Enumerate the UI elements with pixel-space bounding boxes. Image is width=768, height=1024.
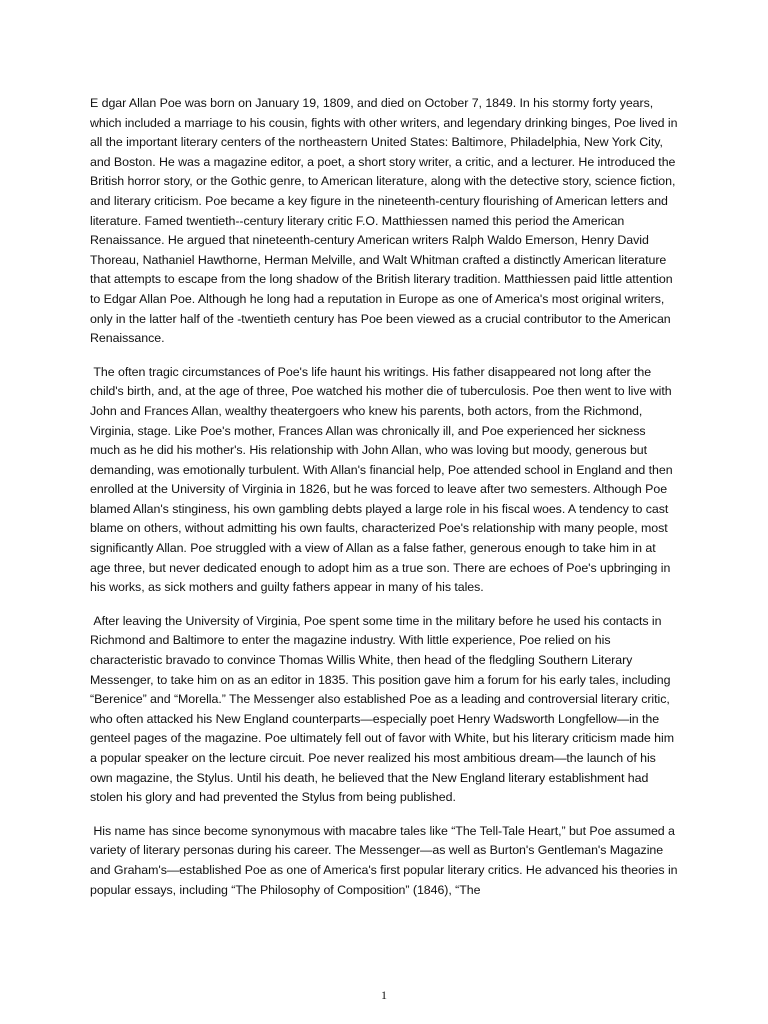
paragraph-3: After leaving the University of Virginia, Poe spent some time in the military before he used his contacts in Richmond and Baltimore to enter the magazine industry. With little experience, Poe relied on his characteristic bravado to convince Thomas Willis White, then head of the fledgling Southern Literary Messenger, to take him on as an editor in 1835. This position gave him a forum for his early tales, including “Berenice” and “Morella.” The Messenger also established Poe as a leading and controversial literary critic, who often attacked his New England counterparts—especially poet Henry Wadsworth Longfellow—in the genteel pages of the magazine. Poe ultimately fell out of favor with White, but his literary criticism made him a popular speaker on the lecture circuit. Poe never realized his most ambitious dream—the launch of his own magazine, the Stylus. Until his death, he believed that the New England literary establishment had stolen his glory and had prevented the Stylus from being published. [90,613,678,805]
paragraph-2: The often tragic circumstances of Poe's life haunt his writings. His father disappeared not long after the child's birth, and, at the age of three, Poe watched his mother die of tuberculosis. Poe then went to live with John and Frances Allan, wealthy theatergoers who knew his parents, both actors, from the Richmond, Virginia, stage. Like Poe's mother, Frances Allan was chronically ill, and Poe experienced her sickness much as he did his mother's. His relationship with John Allan, who was loving but moody, generous but demanding, was emotionally turbulent. With Allan's financial help, Poe attended school in England and then enrolled at the University of Virginia in 1826, but he was forced to leave after two semesters. Although Poe blamed Allan's stinginess, his own gambling debts played a large role in his fiscal woes. A tendency to cast blame on others, without admitting his own faults, characterized Poe's relationship with many people, most significantly Allan. Poe struggled with a view of Allan as a false father, generous enough to take him in at age three, but never dedicated enough to adopt him as a true son. There are echoes of Poe's upbringing in his works, as sick mothers and guilty fathers appear in many of his tales. [90,364,676,595]
page-number: 1 [381,988,387,1002]
body-text [90,94,681,914]
paragraph-4: His name has since become synonymous with macabre tales like “The Tell-Tale Heart,” but Poe assumed a variety of literary personas during his career. The Messenger—as well as Burton's Gentleman's Magazine and Graham's—established Poe as one of America's first popular literary critics. He advanced his theories in popular essays, including “The Philosophy of Composition” (1846), “The [90,823,681,897]
paragraph-1: E dgar Allan Poe was born on January 19, 1809, and died on October 7, 1849. In his stormy forty years, which included a marriage to his cousin, fights with other writers, and legendary drinking binges, Poe lived in all the important literary centers of the northeastern United States: Baltimore, Philadelphia, New York City, and Boston. He was a magazine editor, a poet, a short story writer, a critic, and a lecturer. He introduced the British horror story, or the Gothic genre, to American literature, along with the detective story, science fiction, and literary criticism. Poe became a key figure in the nineteenth-century flourishing of American letters and literature. Famed twentieth--century literary critic F.O. Matthiessen named this period the American Renaissance. He argued that nineteenth-century American writers Ralph Waldo Emerson, Henry David Thoreau, Nathaniel Hawthorne, Herman Melville, and Walt Whitman crafted a distinctly American literature that attempts to escape from the long shadow of the British literary tradition. Matthiessen paid little attention to Edgar Allan Poe. Although he long had a reputation in Europe as one of America's most original writers, only in the latter half of the -twentieth century has Poe been viewed as a crucial contributor to the American Renaissance. [90,96,681,346]
